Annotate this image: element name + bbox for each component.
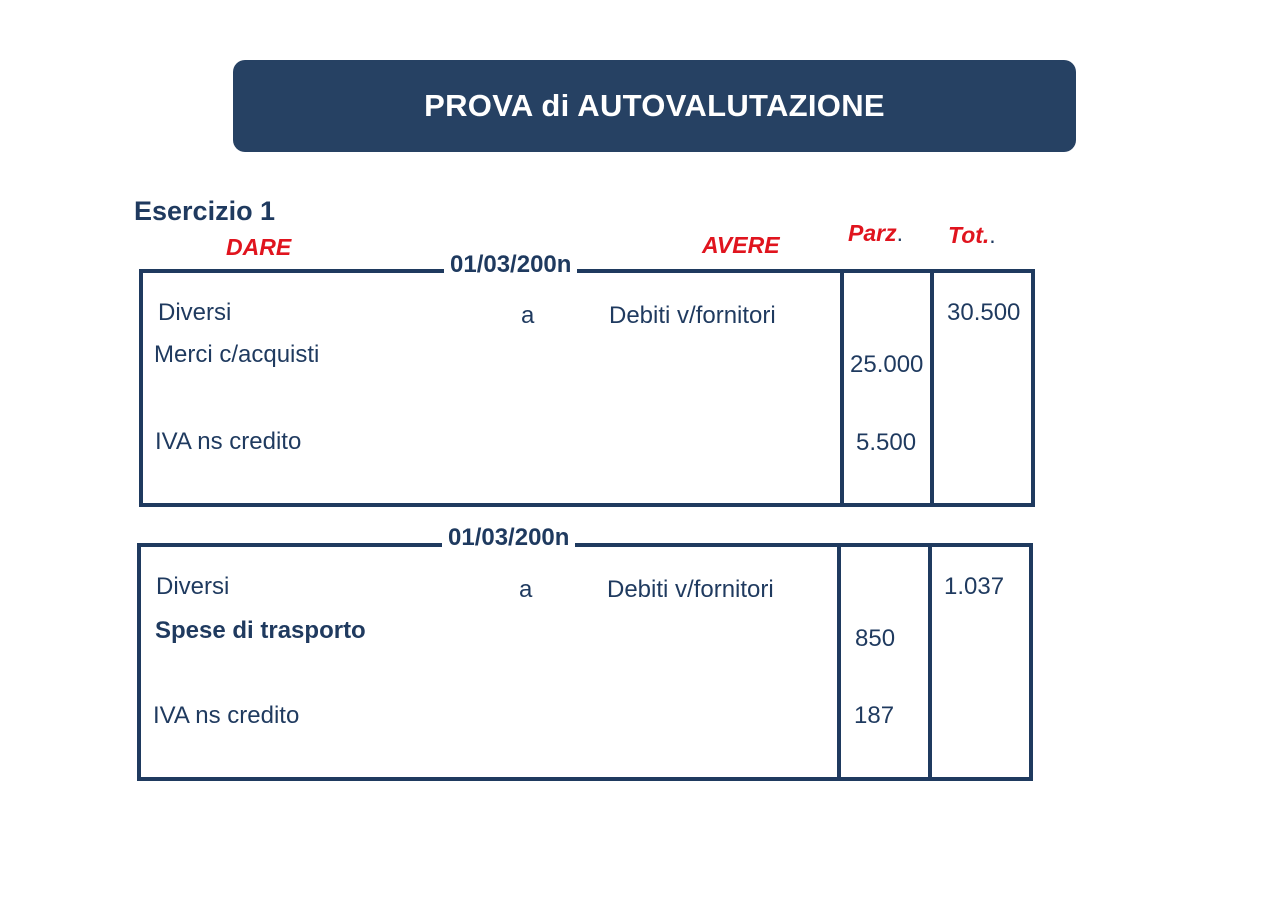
avere-label: AVERE xyxy=(702,232,780,258)
dare-label: DARE xyxy=(226,234,292,260)
page-title: PROVA di AUTOVALUTAZIONE xyxy=(424,88,885,123)
entry-1-tot-divider xyxy=(930,269,934,507)
entry-1-parz-divider xyxy=(840,269,844,507)
entry-2-tot-divider xyxy=(928,543,932,781)
entry-1-line-2-partial: 5.500 xyxy=(856,429,917,456)
entry-1-credit: Debiti v/fornitori xyxy=(609,302,776,329)
entry-2-line-1-account: Spese di trasporto xyxy=(155,617,366,644)
entry-1-date: 01/03/200n xyxy=(444,251,577,279)
tot-label xyxy=(948,222,996,249)
parz-label xyxy=(848,220,903,247)
entry-2-line-2-partial: 187 xyxy=(854,702,895,729)
entry-2-date: 01/03/200n xyxy=(442,524,575,552)
entry-2-parz-divider xyxy=(837,543,841,781)
exercise-title: Esercizio 1 xyxy=(134,196,276,226)
entry-2-debit: Diversi xyxy=(156,573,230,600)
entry-2-total: 1.037 xyxy=(944,573,1005,600)
entry-2-line-2-account: IVA ns credito xyxy=(153,702,300,729)
entry-1-frame xyxy=(139,269,1035,507)
entry-2-connector: a xyxy=(519,576,533,603)
entry-2-line-1-partial: 850 xyxy=(855,625,896,652)
entry-2-credit: Debiti v/fornitori xyxy=(607,576,774,603)
parz-text: Parz xyxy=(848,220,897,246)
entry-1-line-1-account: Merci c/acquisti xyxy=(154,341,320,368)
tot-suffix: . xyxy=(989,222,996,248)
title-banner xyxy=(233,60,1076,152)
entry-2-frame xyxy=(137,543,1033,781)
entry-1-connector: a xyxy=(521,302,535,329)
entry-1-debit: Diversi xyxy=(158,299,232,326)
tot-text: Tot. xyxy=(948,222,990,248)
parz-suffix: . xyxy=(896,220,903,246)
entry-1-line-2-account: IVA ns credito xyxy=(155,428,302,455)
entry-1-total: 30.500 xyxy=(947,299,1021,326)
entry-1-line-1-partial: 25.000 xyxy=(850,351,924,378)
